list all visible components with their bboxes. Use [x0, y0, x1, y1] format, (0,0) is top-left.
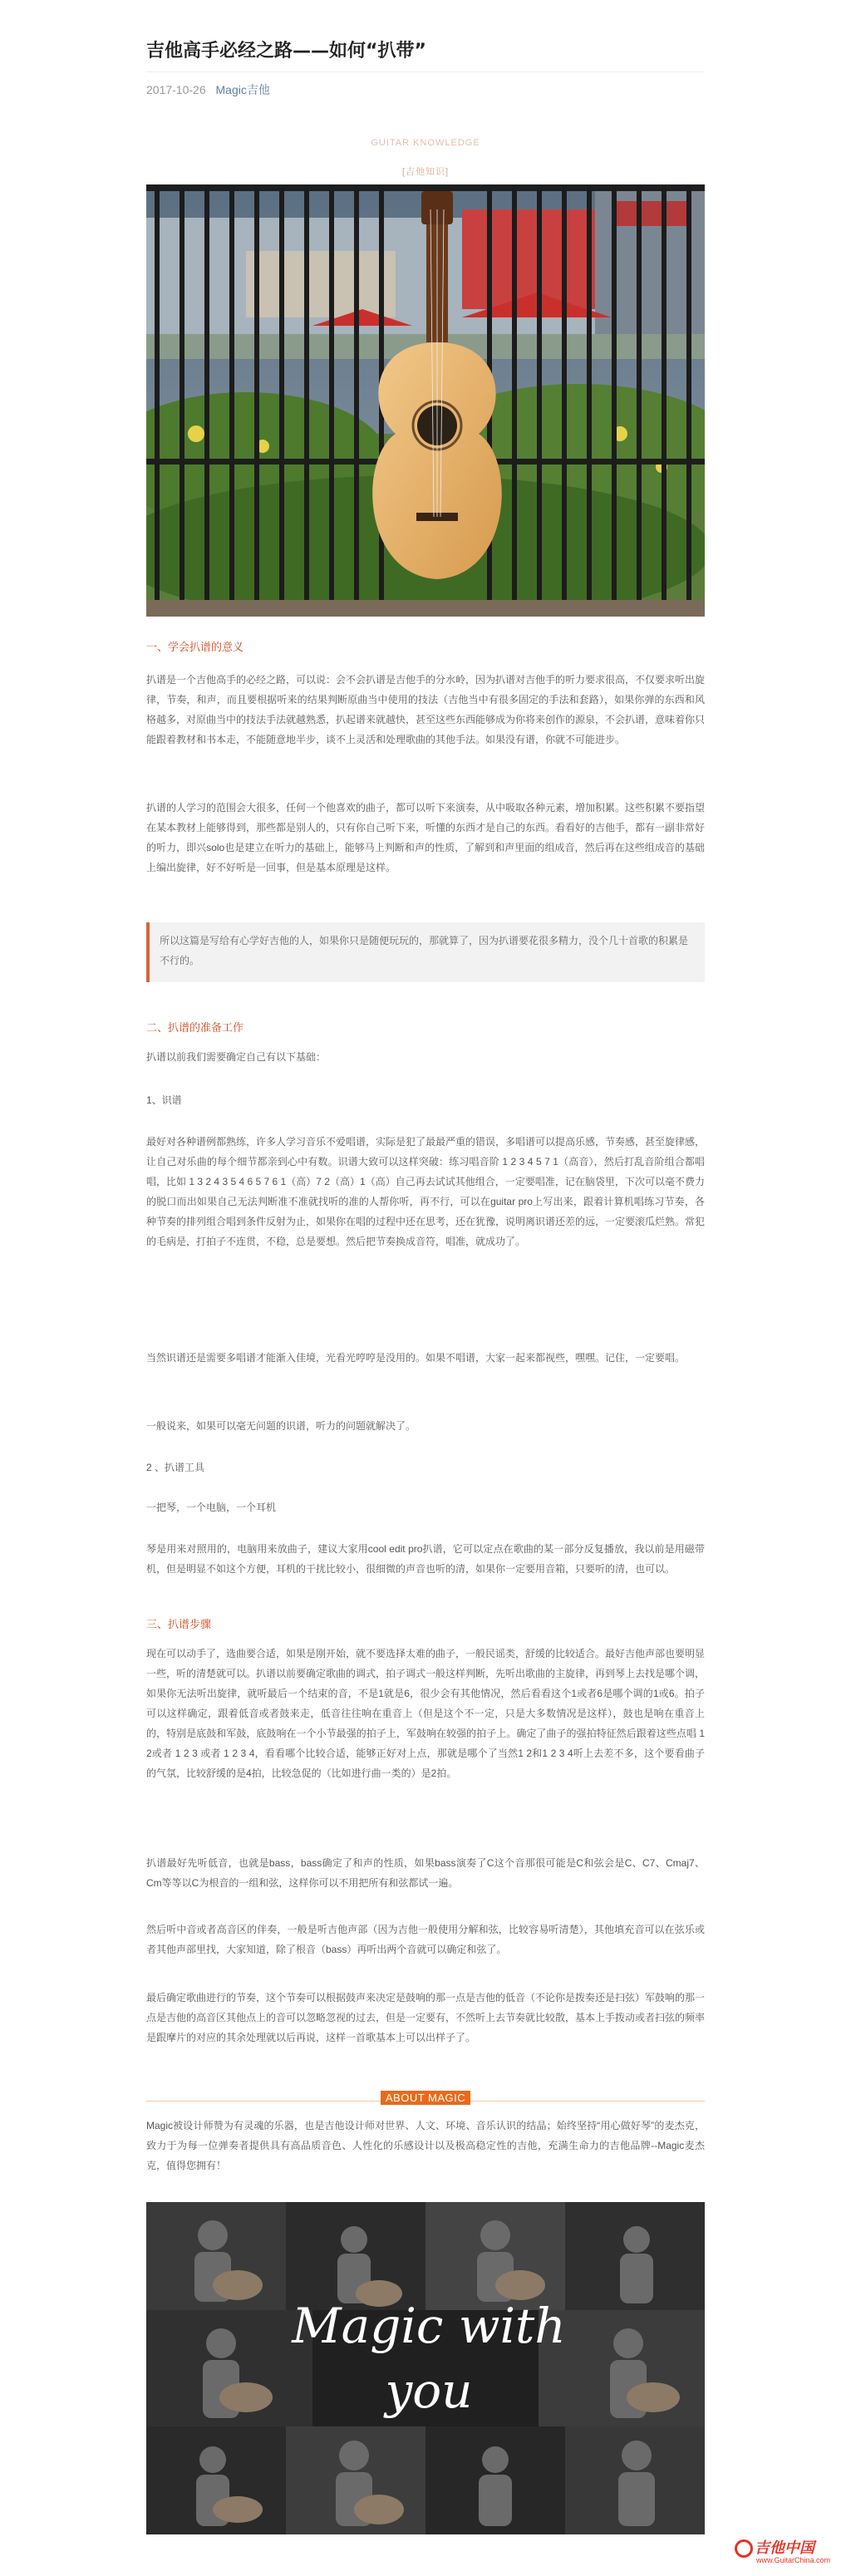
about-badge: ABOUT MAGIC: [381, 2091, 470, 2105]
section3-paragraph-1: 现在可以动手了，选曲要合适，如果是刚开始，就不要选择太难的曲子，一般民谣类，舒缓的比较适合。最好吉他声部也要明显一些，听的清楚就可以。扒谱以前要确定歌曲的调式，拍子调式一般这样判断，先听出歌曲的主旋律，再到琴上去找是哪个调，如果你无法听出旋律，就听最后一个结束的音，不是1就是6，很少会有其他情况，然后看看这个1或者6是哪个调的1或6。拍子可以这样确定，跟着低音或者鼓来走，低音往往响在重音上（但是这个不一定，只是大多数情况是这样），鼓也是响在重音上的，特别是底鼓和军鼓，底鼓响在一个小节最强的拍子上，军鼓响在较强的拍子上。确定了曲子的强拍特征然后跟着这些点唱 1 2或者 1 2 3 或者 1 2 3 4，看看哪个比较合适，能够正好对上点，那就是哪个了当然1 2和1 2 3 4听上去差不多，这个要看曲子的气氛，比较舒缓的是4拍，比较急促的（比如进行曲一类的）是2拍。: [146, 1648, 706, 1779]
article-title: 吉他高手必经之路——如何“扒带”: [146, 41, 426, 61]
publish-date: 2017-10-26: [146, 83, 206, 96]
section2-paragraph-1: 最好对各种谱例都熟练，许多人学习音乐不爱唱谱，实际是犯了最最严重的错误，多唱谱可以提高乐感，节奏感，甚至旋律感，让自己对乐曲的每个细节都亲到心中有数。识谱大致可以这样突破：练习唱音阶 1 2 3 4 5 7 1（高音），然后打乱音阶组合都唱唱，比如 1 3 2 4 3 5 4 6 5 7 6 1（高）7 2（高）1（高）自己再去试试其他组合，一定要唱准，记在脑袋里，下次可以毫不费力的脱口而出如果自己无法判断准不准就找听的准的人帮你听，再不行，可以在guitar pro上写出来，跟着计算机唱练习节奏，各种节奏的排列组合唱到条件反射为止，如果你在唱的过程中还在思考，还在犹豫，说明离识谱还差的远，一定要滚瓜烂熟。常犯的毛病是，打拍子不连贯，不稳，总是要想。然后把节奏换成音符，唱准，就成功了。: [146, 1136, 706, 1247]
quote-block: 所以这篇是写给有心学好吉他的人，如果你只是随便玩玩的，那就算了，因为扒谱要花很多精力，没个几十首歌的积累是不行的。: [146, 922, 705, 982]
section1-heading: 一、学会扒谱的意义: [146, 641, 244, 653]
section2-intro: 扒谱以前我们需要确定自己有以下基础：: [146, 1051, 327, 1063]
section2-paragraph-2: 当然识谱还是需要多唱谱才能渐入佳境，光看光哼哼是没用的。如果不唱谱，大家一起来都视些，嘿嘿。记住，一定要唱。: [146, 1352, 686, 1364]
guitar-china-logo-icon: [735, 2539, 753, 2558]
section2-paragraph-3: 一般说来，如果可以毫无问题的识谱，听力的问题就解决了。: [146, 1420, 416, 1432]
badge-en: GUITAR KNOWLEDGE: [371, 138, 480, 148]
section-badge: [146, 138, 705, 178]
section2-tools: 一把琴，一个电脑，一个耳机: [146, 1502, 277, 1513]
badge-cn: [吉他知识]: [401, 167, 450, 177]
guitar-photo: [146, 184, 705, 617]
section3-paragraph-4: 最后确定歌曲进行的节奏，这个节奏可以根据鼓声来决定是鼓响的那一点是吉他的低音（不论你是拨奏还是扫弦）军鼓响的那一点是吉他的高音区其他点上的音可以忽略忽视的过去，但是一定要有，不然听上去节奏就比较散，基本上手拨动或者扫弦的频率是跟摩片的对应的其余处理就以后再说，这样一首歌基本上可以出样子了。: [146, 1992, 706, 2043]
section1-paragraph-2: 扒谱的人学习的范围会大很多，任何一个他喜欢的曲子，都可以听下来演奏，从中吸取各种元素，增加积累。这些积累不要指望在某本教材上能够得到，那些都是别人的，只有你自己听下来，听懂的东西才是自己的东西。看看好的吉他手，都有一副非常好的听力，即兴solo也是建立在听力的基础上，能够马上判断和声的性质，了解到和声里面的组成音，然后再在这些组成音的基础上编出旋律，好不好听是一回事，但是基本原理是这样。: [146, 802, 706, 873]
section2-paragraph-4: 琴是用来对照用的，电脑用来放曲子，建议大家用cool edit pro扒谱，它可以定点在歌曲的某一部分反复播放，我以前是用磁带机，但是明显不如这个方便，耳机的干扰比较小，很细微的声音也听的清，如果你一定要用音箱，只要听的清，也可以。: [146, 1543, 705, 1575]
section3-heading: 三、扒谱步骤: [146, 1618, 212, 1630]
author-link[interactable]: Magic吉他: [215, 83, 270, 96]
guitar-photo-illustration: [146, 184, 705, 617]
title-divider: [146, 71, 705, 72]
collage-caption: Magic with you: [292, 2298, 566, 2419]
section3-paragraph-3: 然后听中音或者高音区的伴奏，一般是听吉他声部（因为吉他一般使用分解和弦，比较容易听清楚），其他填充音可以在弦乐或者其他声部里找，大家知道，除了根音（bass）再听出两个音就可以确定和弦了。: [146, 1924, 705, 1955]
artist-collage: [146, 2202, 705, 2534]
about-paragraph: Magic被设计师赞为有灵魂的乐器，也是吉他设计师对世界、人文、环境、音乐认识的结晶；始终坚持“用心做好琴”的麦杰克，致力于为每一位弹奏者提供具有高品质音色、人性化的乐感设计以及极高稳定性的吉他，充满生命力的吉他品牌--Magic麦杰克，值得您拥有！: [146, 2120, 705, 2171]
site-watermark: [731, 2534, 848, 2573]
section3-paragraph-2: 扒谱最好先听低音，也就是bass，bass确定了和声的性质，如果bass演奏了C这个音那很可能是C和弦会是C、C7、Cmaj7、Cm等等以C为根音的一组和弦，这样你可以不用把所有和弦都试一遍。: [146, 1857, 705, 1889]
section2-heading: 二、扒谱的准备工作: [146, 1021, 244, 1034]
article-meta: [146, 81, 270, 98]
section2-sub-tools: 2 、扒谱工具: [146, 1462, 205, 1473]
section1-paragraph-1: 扒谱是一个吉他高手的必经之路，可以说：会不会扒谱是吉他手的分水岭，因为扒谱对吉他手的听力要求很高，不仅要求听出旋律，节奏，和声，而且要根据听来的结果判断原曲当中使用的技法（吉他当中有很多固定的手法和套路），如果你弹的东西和风格越多，对原曲当中的技法手法就越熟悉，扒起谱来就越快，甚至这些东西能够成为你将来创作的源泉，不会扒谱，意味着你只能跟着教材和书本走，不能随意地半步，谈不上灵活和处理歌曲的其他手法。如果没有谱，你就不可能进步。: [146, 674, 706, 745]
watermark-name: 吉他中国: [755, 2539, 814, 2556]
section2-sub-reading: 1、识谱: [146, 1094, 182, 1106]
about-section-header: [146, 2091, 705, 2106]
watermark-url: www.GuitarChina.com: [756, 2556, 831, 2564]
